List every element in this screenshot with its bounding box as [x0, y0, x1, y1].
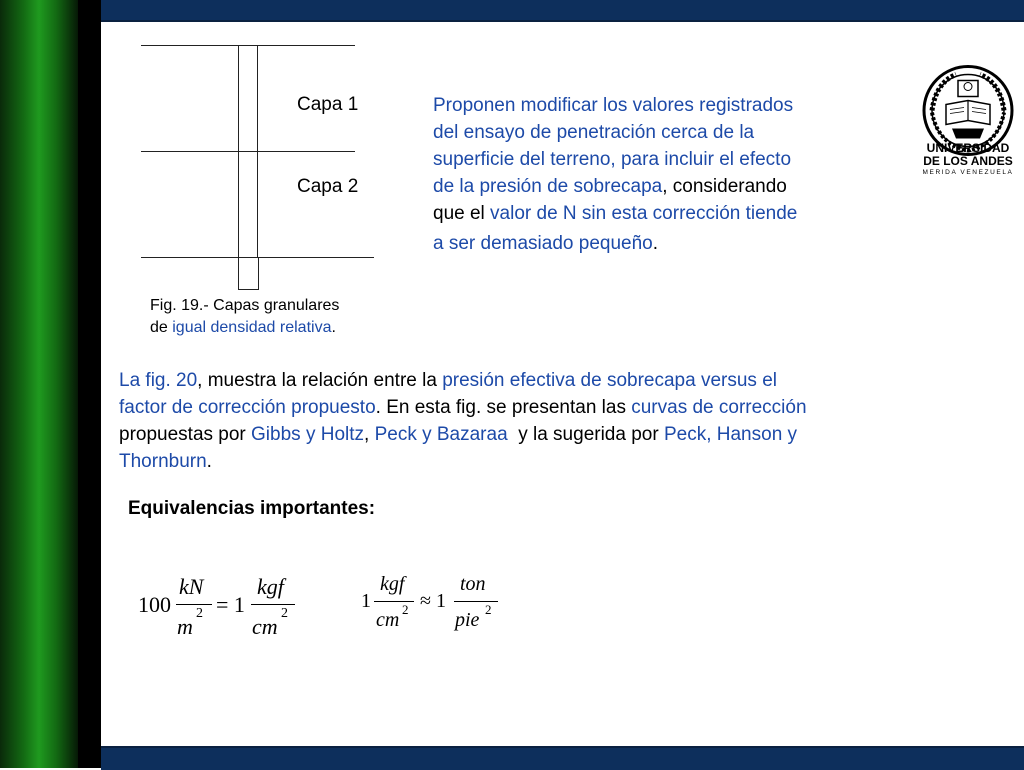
eq1-fraction-bar-2	[251, 604, 295, 605]
eq1-exponent-1: 2	[196, 606, 203, 621]
layer-boundary-line	[141, 151, 355, 152]
top-banner	[101, 0, 1024, 22]
boring-tip	[238, 257, 259, 290]
figure-caption	[150, 295, 339, 339]
caption-blue-text: igual densidad relativa	[172, 319, 332, 336]
eq1-exponent-2: 2	[281, 606, 288, 621]
main-l4-a: Thornburn	[119, 451, 207, 472]
main-l3-c: ,	[364, 424, 375, 445]
boring-left-line	[238, 45, 239, 257]
right-line-6	[433, 230, 903, 257]
right-line-6-end: .	[652, 233, 658, 254]
main-l4-b: .	[206, 451, 212, 472]
right-line-5	[433, 200, 903, 227]
right-line-2: del ensayo de penetración cerca de la	[433, 122, 755, 143]
eq2-numerator-2: ton	[460, 573, 486, 595]
caption-period: .	[331, 319, 336, 336]
right-line-5-plain: que el	[433, 203, 491, 224]
equivalences-title: Equivalencias importantes:	[128, 498, 376, 519]
eq1-numerator-2: kgf	[257, 574, 284, 599]
main-l3-a: propuestas por	[119, 424, 252, 445]
main-l3-d: Peck y Bazaraa	[374, 424, 508, 445]
logo-university-name	[918, 142, 1018, 168]
bottom-banner	[101, 746, 1024, 770]
right-line-4	[433, 173, 903, 200]
logo-city: MERIDA VENEZUELA	[922, 169, 1014, 176]
left-black-strip	[78, 0, 101, 768]
eq2-exponent-1: 2	[402, 602, 409, 617]
eq1-denominator-2: cm	[252, 614, 278, 639]
eq1-relation: = 1	[216, 592, 245, 617]
eq1-coefficient: 100	[138, 592, 171, 617]
layer-top-line	[141, 45, 355, 46]
eq1-numerator-1: kN	[179, 574, 204, 599]
right-paragraph	[433, 92, 903, 257]
caption-line-2	[150, 317, 339, 339]
main-paragraph	[119, 367, 989, 475]
main-l1-b: , muestra la relación entre la	[197, 370, 443, 391]
right-line-4-blue: de la presión de sobrecapa	[433, 176, 663, 197]
logo-line-2: DE LOS ANDES	[923, 154, 1013, 168]
main-l1-c: presión efectiva de sobrecapa versus el	[442, 370, 777, 391]
main-l1-a: La fig. 20	[119, 370, 198, 391]
right-line-4-rest: , considerando	[662, 176, 787, 197]
eq1-fraction-bar-1	[176, 604, 212, 605]
main-l2-b: . En esta fig. se presentan las	[375, 397, 632, 418]
main-l3-b: Gibbs y Holtz	[251, 424, 365, 445]
main-line-2	[119, 394, 989, 421]
boring-right-line	[257, 45, 258, 257]
eq2-exponent-2: 2	[485, 602, 492, 617]
right-line-5-blue: valor de N sin esta corrección tiende	[490, 203, 798, 224]
main-l2-a: factor de corrección propuesto	[119, 397, 376, 418]
eq2-coefficient: 1	[361, 590, 371, 612]
right-line-6-blue: a ser demasiado pequeño	[433, 233, 653, 254]
eq1-denominator-1: m	[177, 614, 193, 639]
eq2-denominator-2: pie	[455, 609, 480, 631]
caption-de: de	[150, 319, 173, 336]
main-l3-f: Peck, Hanson y	[663, 424, 798, 445]
layer-1-label: Capa 1	[297, 94, 359, 115]
main-line-1	[119, 367, 989, 394]
eq2-relation: ≈ 1	[420, 590, 446, 612]
caption-line-1: Fig. 19.- Capas granulares	[150, 297, 340, 314]
main-line-3	[119, 421, 989, 448]
main-l3-e: y la sugerida por	[507, 424, 664, 445]
main-line-4	[119, 448, 989, 475]
left-green-border	[0, 0, 78, 768]
right-line-3: superficie del terreno, para incluir el efecto	[433, 149, 792, 170]
eq2-numerator-1: kgf	[380, 573, 405, 595]
eq2-denominator-1: cm	[376, 609, 400, 631]
right-line-1: Proponen modificar los valores registrados	[433, 95, 794, 116]
logo-line-1: UNIVERSIDAD	[926, 141, 1010, 155]
layer-2-label: Capa 2	[297, 176, 359, 197]
main-l2-c: curvas de corrección	[631, 397, 807, 418]
